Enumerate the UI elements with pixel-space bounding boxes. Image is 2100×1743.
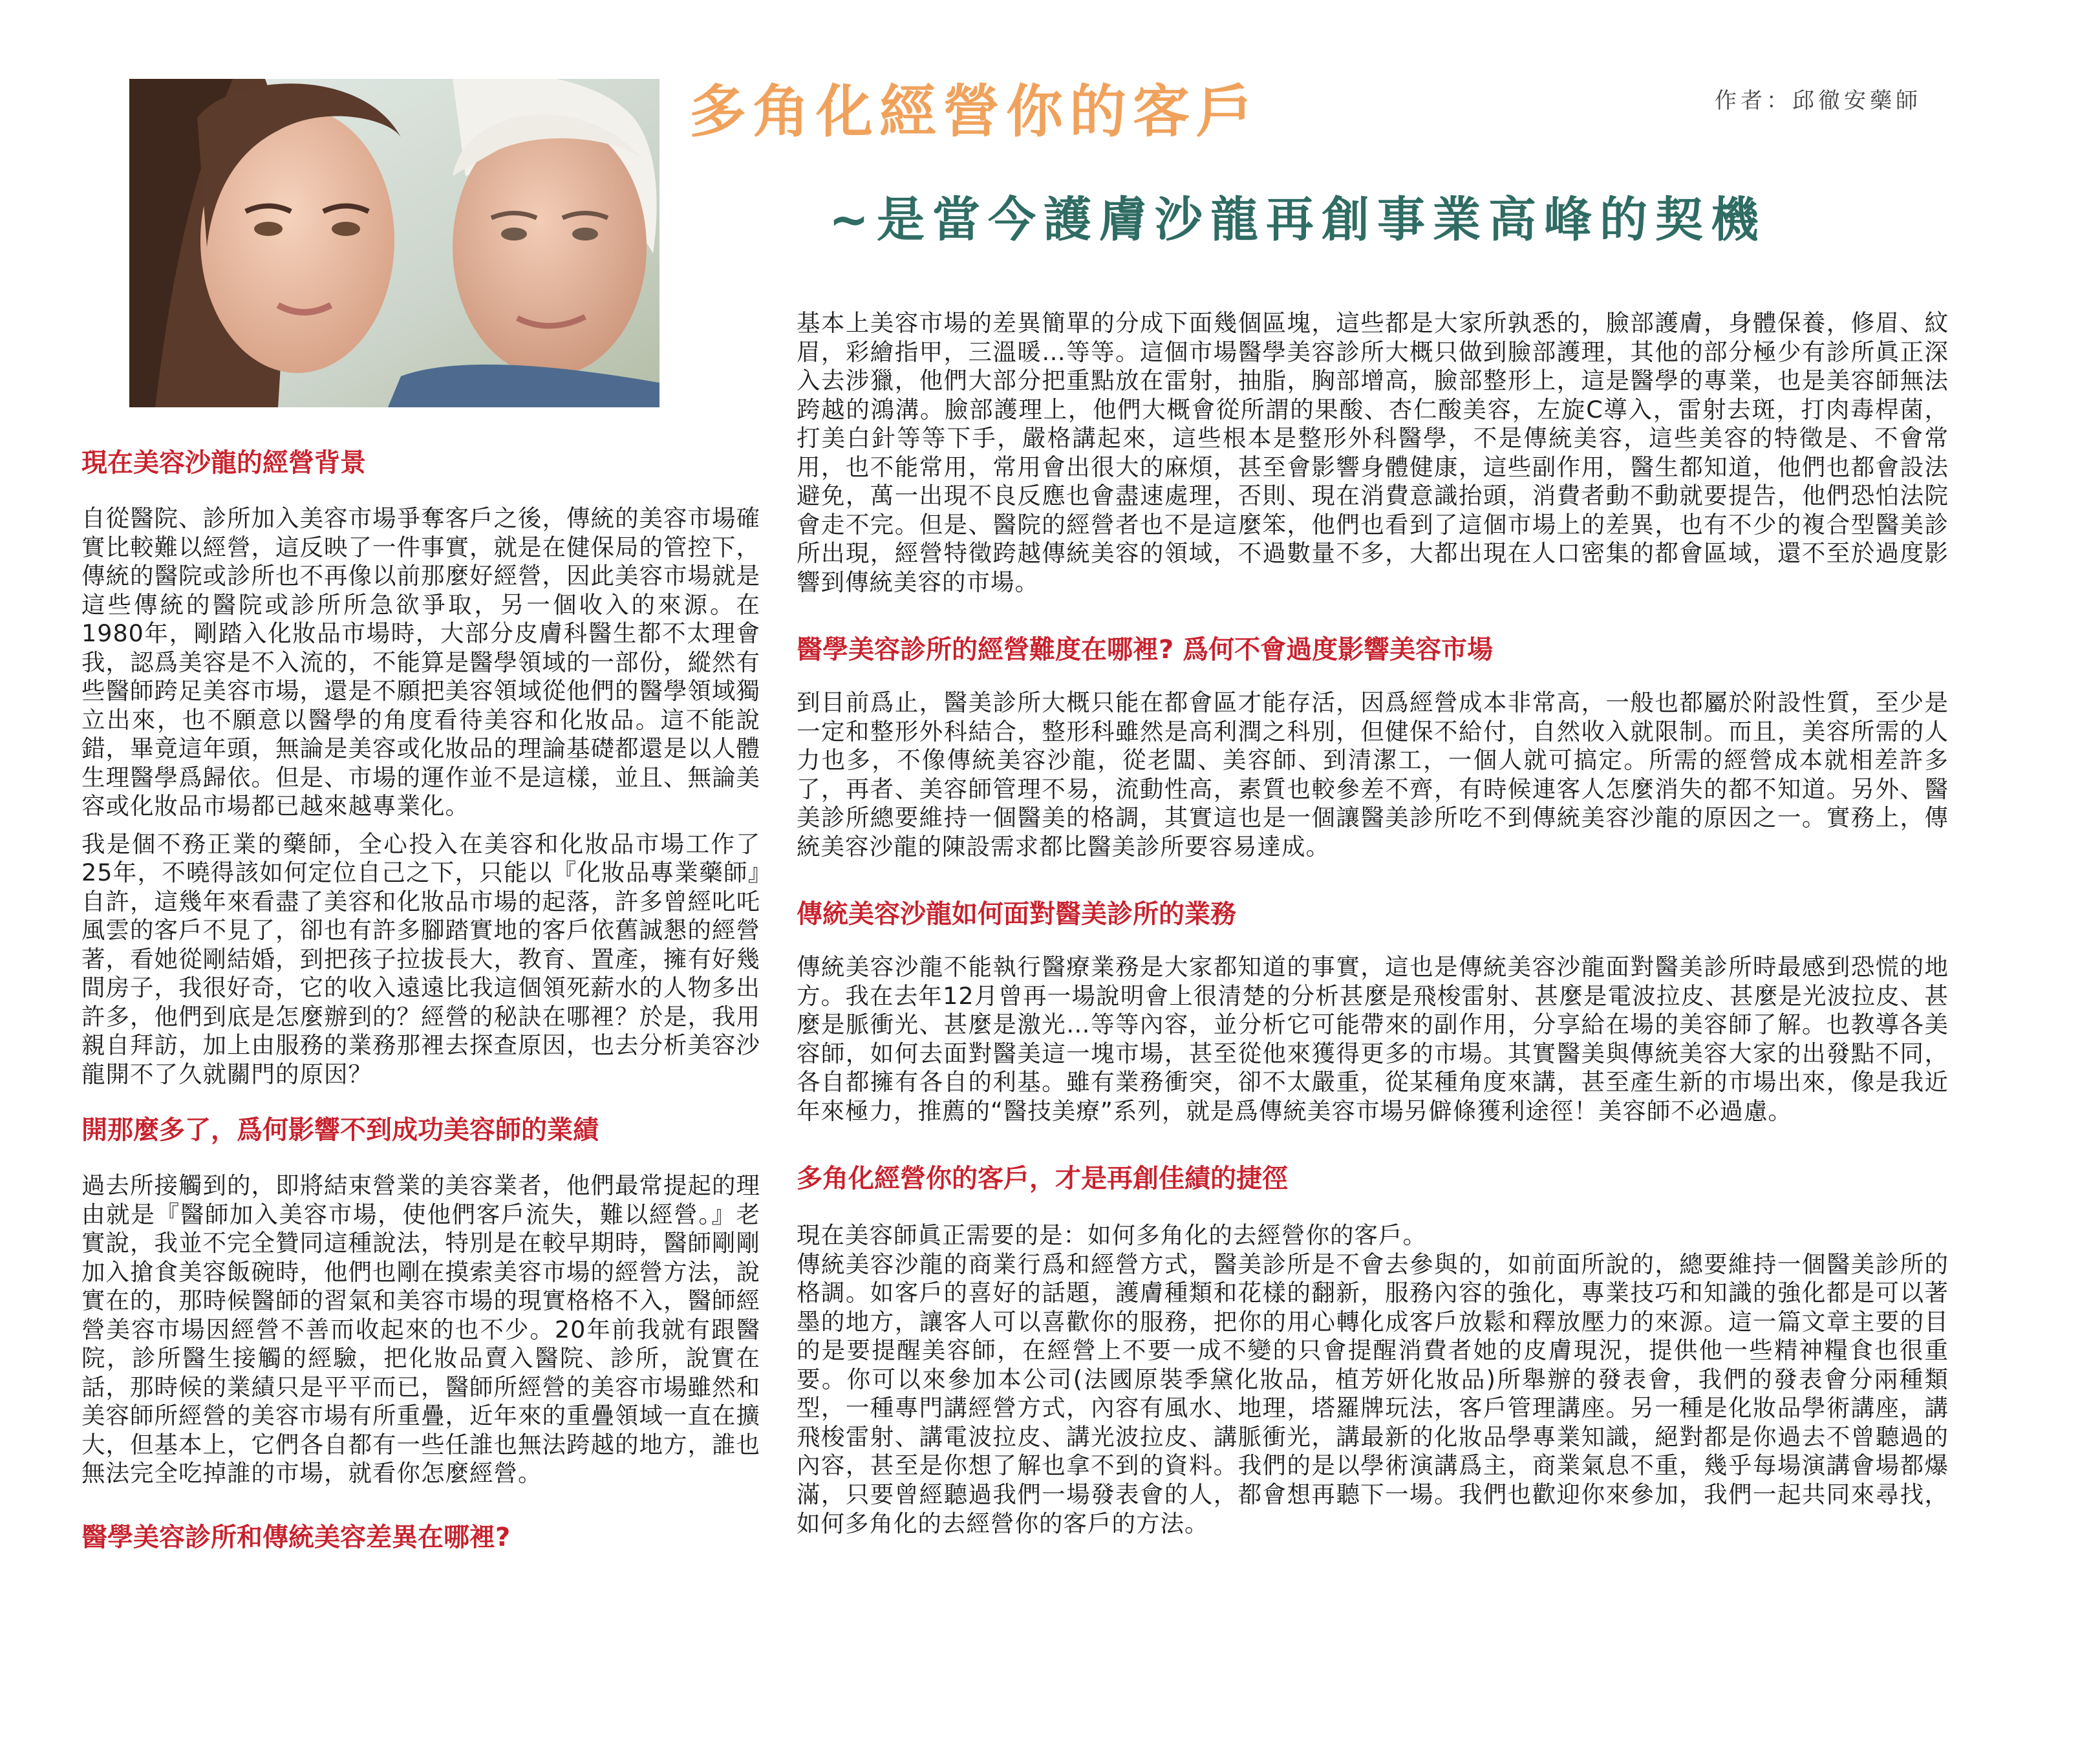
section-heading-clinic-difficulty: 醫學美容診所的經營難度在哪裡? 爲何不會過度影響美容市場	[797, 635, 1494, 665]
body-paragraph: 傳統美容沙龍的商業行爲和經營方式，醫美診所是不會去參與的，如前面所說的，總要維持一個醫美診所的格調。如客戶的喜好的話題，護膚種類和花樣的翻新，服務內容的強化，專業技巧和知識的強化都是可以著墨的地方，讓客人可以喜歡你的服務，把你的用心轉化成客戶放鬆和釋放壓力的來源。這一篇文章主要的目的是要提醒美容師，在經營上不要一成不變的只會提醒消費者她的皮膚現況，提供他一些精神糧食也很重要。你可以來參加本公司(法國原裝季黛化妝品，植芳妍化妝品)所舉辦的發表會，我們的發表會分兩種類型，一種專門講經營方式，內容有風水、地理，塔羅牌玩法，客戶管理講座。另一種是化妝品學術講座，講飛梭雷射、講電波拉皮、講光波拉皮、講脈衝光，講最新的化妝品學專業知識，絕對都是你過去不曾聽過的內容，甚至是你想了解也拿不到的資料。我們的是以學術演講爲主，商業氣息不重，幾乎每場演講會場都爆滿，只要曾經聽過我們一場發表會的人，都會想再聽下一場。我們也歡迎你來參加，我們一起共同來尋找，如何多角化的去經營你的客戶的方法。	[797, 1250, 1949, 1537]
body-paragraph: 到目前爲止，醫美診所大概只能在都會區才能存活，因爲經營成本非常高，一般也都屬於附設性質，至少是一定和整形外科結合，整形科雖然是高利潤之科別，但健保不給付，自然收入就限制。而且，美容所需的人力也多，不像傳統美容沙龍，從老闆、美容師、到清潔工，一個人就可搞定。所需的經營成本就相差許多了，再者、美容師管理不易，流動性高，素質也較參差不齊，有時候連客人怎麼消失的都不知道。另外、醫美診所總要維持一個醫美的格調，其實這也是一個讓醫美診所吃不到傳統美容沙龍的原因之一。實務上，傳統美容沙龍的陳設需求都比醫美診所要容易達成。	[797, 689, 1949, 861]
body-paragraph: 基本上美容市場的差異簡單的分成下面幾個區塊，這些都是大家所孰悉的，臉部護膚，身體保養，修眉、紋眉，彩繪指甲，三溫暖…等等。這個市場醫學美容診所大概只做到臉部護理，其他的部分極少有診所眞正深入去涉獵，他們大部分把重點放在雷射，抽脂，胸部增高，臉部整形上，這是醫學的專業，也是美容師無法跨越的鴻溝。臉部護理上，他們大概會從所謂的果酸、杏仁酸美容，左旋C導入，雷射去斑，打肉毒桿菌，打美白針等等下手，嚴格講起來，這些根本是整形外科醫學，不是傳統美容，這些美容的特徵是、不會常用，也不能常用，常用會出很大的麻煩，甚至會影響身體健康，這些副作用，醫生都知道，他們也都會設法避免，萬一出現不良反應也會盡速處理，否則、現在消費意識抬頭，消費者動不動就要提告，他們恐怕法院會走不完。但是、醫院的經營者也不是這麼笨，他們也看到了這個市場上的差異，也有不少的複合型醫美診所出現，經營特徵跨越傳統美容的領域，不過數量不多，大都出現在人口密集的都會區域，還不至於過度影響到傳統美容的市場。	[797, 309, 1949, 596]
section-heading-diversify-customers: 多角化經營你的客戶，才是再創佳績的捷徑	[797, 1164, 1288, 1194]
right-column	[797, 309, 1949, 1538]
section-heading-clinic-vs-traditional: 醫學美容診所和傳統美容差異在哪裡?	[81, 1522, 511, 1552]
body-paragraph: 我是個不務正業的藥師，全心投入在美容和化妝品市場工作了25年，不曉得該如何定位自己之下，只能以『化妝品專業藥師』自許，這幾年來看盡了美容和化妝品市場的起落，許多曾經叱吒風雲的客戶不見了，卻也有許多腳踏實地的客戶依舊誠懇的經營著，看她從剛結婚，到把孩子拉拔長大，教育、置產，擁有好幾間房子，我很好奇，它的收入遠遠比我這個領死薪水的人物多出許多，他們到底是怎麼辦到的？經營的秘訣在哪裡？於是，我用親自拜訪，加上由服務的業務那裡去探查原因，也去分析美容沙龍開不了久就關門的原因？	[81, 829, 760, 1088]
body-paragraph: 傳統美容沙龍不能執行醫療業務是大家都知道的事實，這也是傳統美容沙龍面對醫美診所時最感到恐慌的地方。我在去年12月曾再一場說明會上很清楚的分析甚麼是飛梭雷射、甚麼是電波拉皮、甚麼是光波拉皮、甚麼是脈衝光、甚麼是激光…等等內容，並分析它可能帶來的副作用，分享給在場的美容師了解。也教導各美容師，如何去面對醫美這一塊市場，甚至從他來獲得更多的市場。其實醫美與傳統美容大家的出發點不同，各自都擁有各自的利基。雖有業務衝突，卻不太嚴重，從某種角度來講，甚至產生新的市場出來，像是我近年來極力，推薦的“醫技美療”系列，就是爲傳統美容市場另僻條獲利途徑！美容師不必過慮。	[797, 953, 1949, 1125]
body-paragraph: 過去所接觸到的，即將結束營業的美容業者，他們最常提起的理由就是『醫師加入美容市場，使他們客戶流失，難以經營。』老實說，我並不完全贊同這種說法，特別是在較早期時，醫師剛剛加入搶食美容飯碗時，他們也剛在摸索美容市場的經營方法，說實在的，那時候醫師的習氣和美容市場的現實格格不入，醫師經營美容市場因經營不善而收起來的也不少。20年前我就有跟醫院，診所醫生接觸的經驗，把化妝品賣入醫院、診所，說實在話，那時候的業績只是平平而已，醫師所經營的美容市場雖然和美容師所經營的美容市場有所重疊，近年來的重疊領域一直在擴大，但基本上，它們各自都有一些任誰也無法跨越的地方，誰也無法完全吃掉誰的市場，就看你怎麼經營。	[81, 1171, 760, 1488]
section-heading-salon-background: 現在美容沙龍的經營背景	[81, 448, 366, 478]
article-title: 多角化經營你的客戶	[689, 78, 1260, 145]
body-paragraph: 自從醫院、診所加入美容市場爭奪客戶之後，傳統的美容市場確實比較難以經營，這反映了一件事實，就是在健保局的管控下，傳統的醫院或診所也不再像以前那麼好經營，因此美容市場就是這些傳統的醫院或診所所急欲爭取，另一個收入的來源。在1980年，剛踏入化妝品市場時，大部分皮膚科醫生都不太理會我，認爲美容是不入流的，不能算是醫學領域的一部份，縱然有些醫師跨足美容市場，還是不願把美容領域從他們的醫學領域獨立出來，也不願意以醫學的角度看待美容和化妝品。這不能說錯，畢竟這年頭，無論是美容或化妝品的理論基礎都還是以人體生理醫學爲歸依。但是、市場的運作並不是這樣，並且、無論美容或化妝品市場都已越來越專業化。	[81, 504, 760, 820]
header-photo	[129, 79, 659, 407]
section-heading-facing-clinics: 傳統美容沙龍如何面對醫美診所的業務	[797, 899, 1236, 930]
body-paragraph: 現在美容師眞正需要的是：如何多角化的去經營你的客戶。	[797, 1221, 1427, 1250]
two-women-portrait-image	[129, 79, 659, 407]
article-subtitle: ~是當今護膚沙龍再創事業高峰的契機	[829, 192, 1767, 248]
author-credit: 作者：邱徹安藥師	[1715, 88, 1922, 114]
section-heading-successful-beautician: 開那麼多了，爲何影響不到成功美容師的業績	[81, 1115, 599, 1146]
left-column	[81, 446, 760, 1554]
